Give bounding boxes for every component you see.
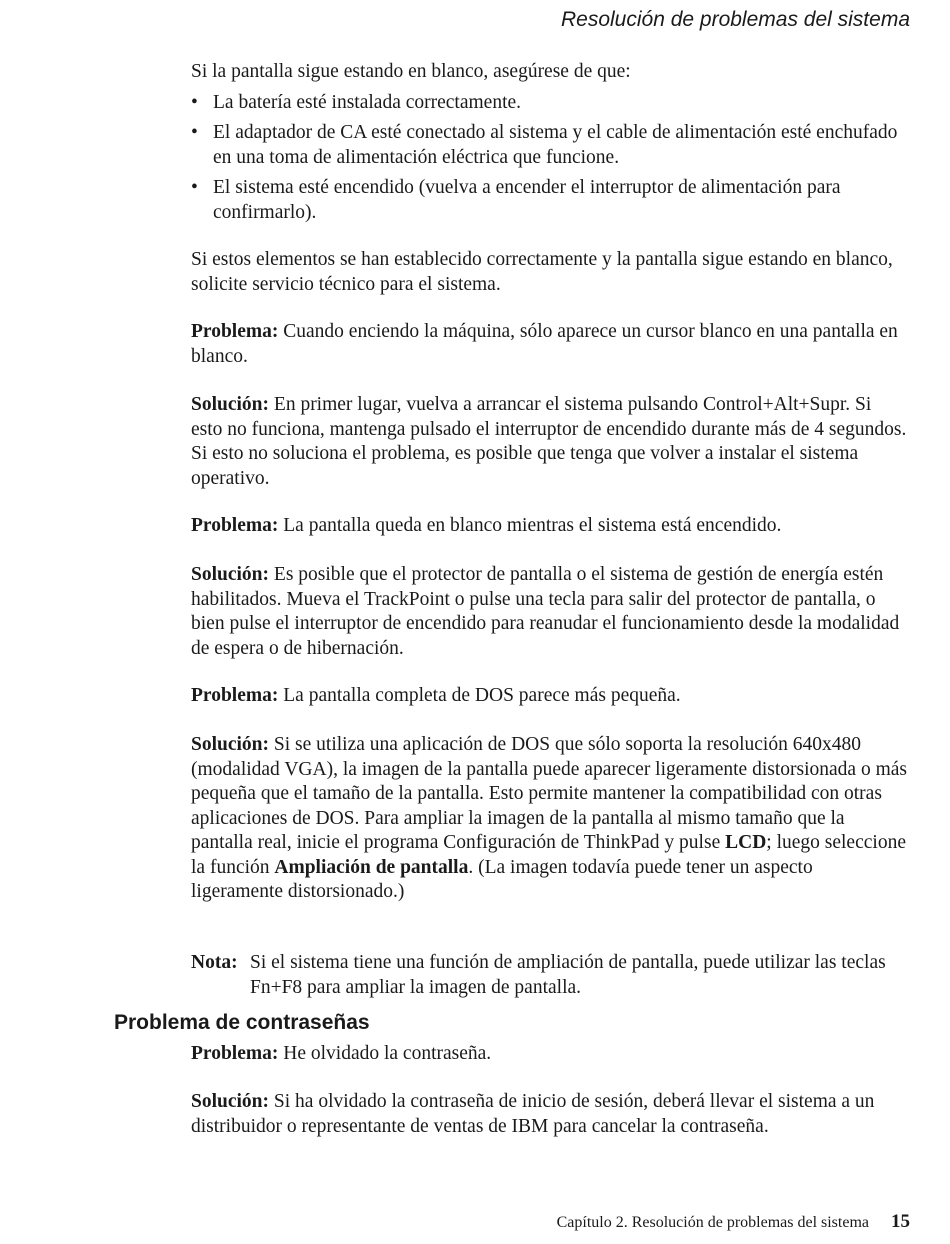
bullet-icon: • bbox=[191, 91, 198, 113]
page-footer bbox=[557, 1211, 910, 1233]
solution-1: Solución: En primer lugar, vuelva a arrancar el sistema pulsando Control+Alt+Supr. Si esto no funciona, mantenga pulsado el interruptor de encendido durante más de 4 segundos. Si esto no soluciona el problema, es posible que tenga que volver a instalar el sistema operativo. bbox=[191, 394, 907, 489]
list-item: • El sistema esté encendido (vuelva a encender el interruptor de alimentación para confirmarlo). bbox=[191, 177, 841, 223]
problem-passwords: Problema: He olvidado la contraseña. bbox=[191, 1043, 492, 1064]
after-bullets-paragraph: Si estos elementos se han establecido correctamente y la pantalla sigue estando en blanco, solicite servicio técnico para el sistema. bbox=[191, 249, 893, 295]
solution-label: Solución: bbox=[191, 564, 270, 585]
problem-2: Problema: La pantalla queda en blanco mientras el sistema está encendido. bbox=[191, 515, 782, 536]
problem-label: Problema: bbox=[191, 321, 279, 342]
solution-label: Solución: bbox=[191, 1091, 270, 1112]
footer-chapter: Capítulo 2. Resolución de problemas del sistema bbox=[556, 1214, 869, 1231]
problem-label: Problema: bbox=[191, 685, 279, 706]
problem-label: Problema: bbox=[191, 515, 279, 536]
intro-text: Si la pantalla sigue estando en blanco, asegúrese de que: bbox=[191, 61, 631, 82]
note bbox=[191, 951, 907, 1003]
bullet-icon: • bbox=[191, 177, 198, 198]
bullet-icon: • bbox=[191, 122, 198, 143]
intro-block bbox=[191, 60, 907, 231]
solution-3: Solución: Si se utiliza una aplicación de DOS que sólo soporta la resolución 640x480 (modalidad VGA), la imagen de la pantalla puede aparecer ligeramente distorsionada o más pequeña que el tamaño de la pantalla. Esto permite mantener la compatibilidad con otras aplicaciones de DOS. Para ampliar la imagen de la pantalla al mismo tamaño que la pantalla real, inicie el programa Configuración de ThinkPad y pulse LCD; luego seleccione la función Ampliación de pantalla. (La imagen todavía puede tener un aspecto ligeramente distorsionado.) bbox=[191, 734, 907, 902]
problem-1: Problema: Cuando enciendo la máquina, sólo aparece un cursor blanco en una pantalla en blanco. bbox=[191, 321, 898, 367]
solution-label: Solución: bbox=[191, 734, 270, 755]
running-header: Resolución de problemas del sistema bbox=[560, 8, 910, 31]
list-item: • El adaptador de CA esté conectado al sistema y el cable de alimentación esté enchufado en una toma de alimentación eléctrica que funcione. bbox=[191, 122, 898, 168]
checklist bbox=[191, 91, 907, 226]
solution-2: Solución: Es posible que el protector de pantalla o el sistema de gestión de energía estén habilitados. Mueva el TrackPoint o pulse una tecla para salir del protector de pantalla, o bien pulse el interruptor de encendido para reanudar el funcionamiento desde la modalidad de espera o de hibernación. bbox=[191, 564, 900, 659]
solution-passwords: Solución: Si ha olvidado la contraseña de inicio de sesión, deberá llevar el sistema a un distribuidor o representante de ventas de IBM para cancelar la contraseña. bbox=[191, 1091, 875, 1137]
page-number: 15 bbox=[891, 1211, 910, 1232]
problem-3: Problema: La pantalla completa de DOS parece más pequeña. bbox=[191, 685, 681, 706]
note-label: Nota: bbox=[191, 952, 238, 973]
section-heading: Problema de contraseñas bbox=[114, 1011, 370, 1034]
solution-label: Solución: bbox=[191, 394, 270, 415]
note-text: Si el sistema tiene una función de ampliación de pantalla, puede utilizar las teclas Fn+F8 para ampliar la imagen de pantalla. bbox=[250, 952, 886, 998]
list-item: • La batería esté instalada correctamente. bbox=[191, 91, 907, 116]
problem-label: Problema: bbox=[191, 1043, 279, 1064]
